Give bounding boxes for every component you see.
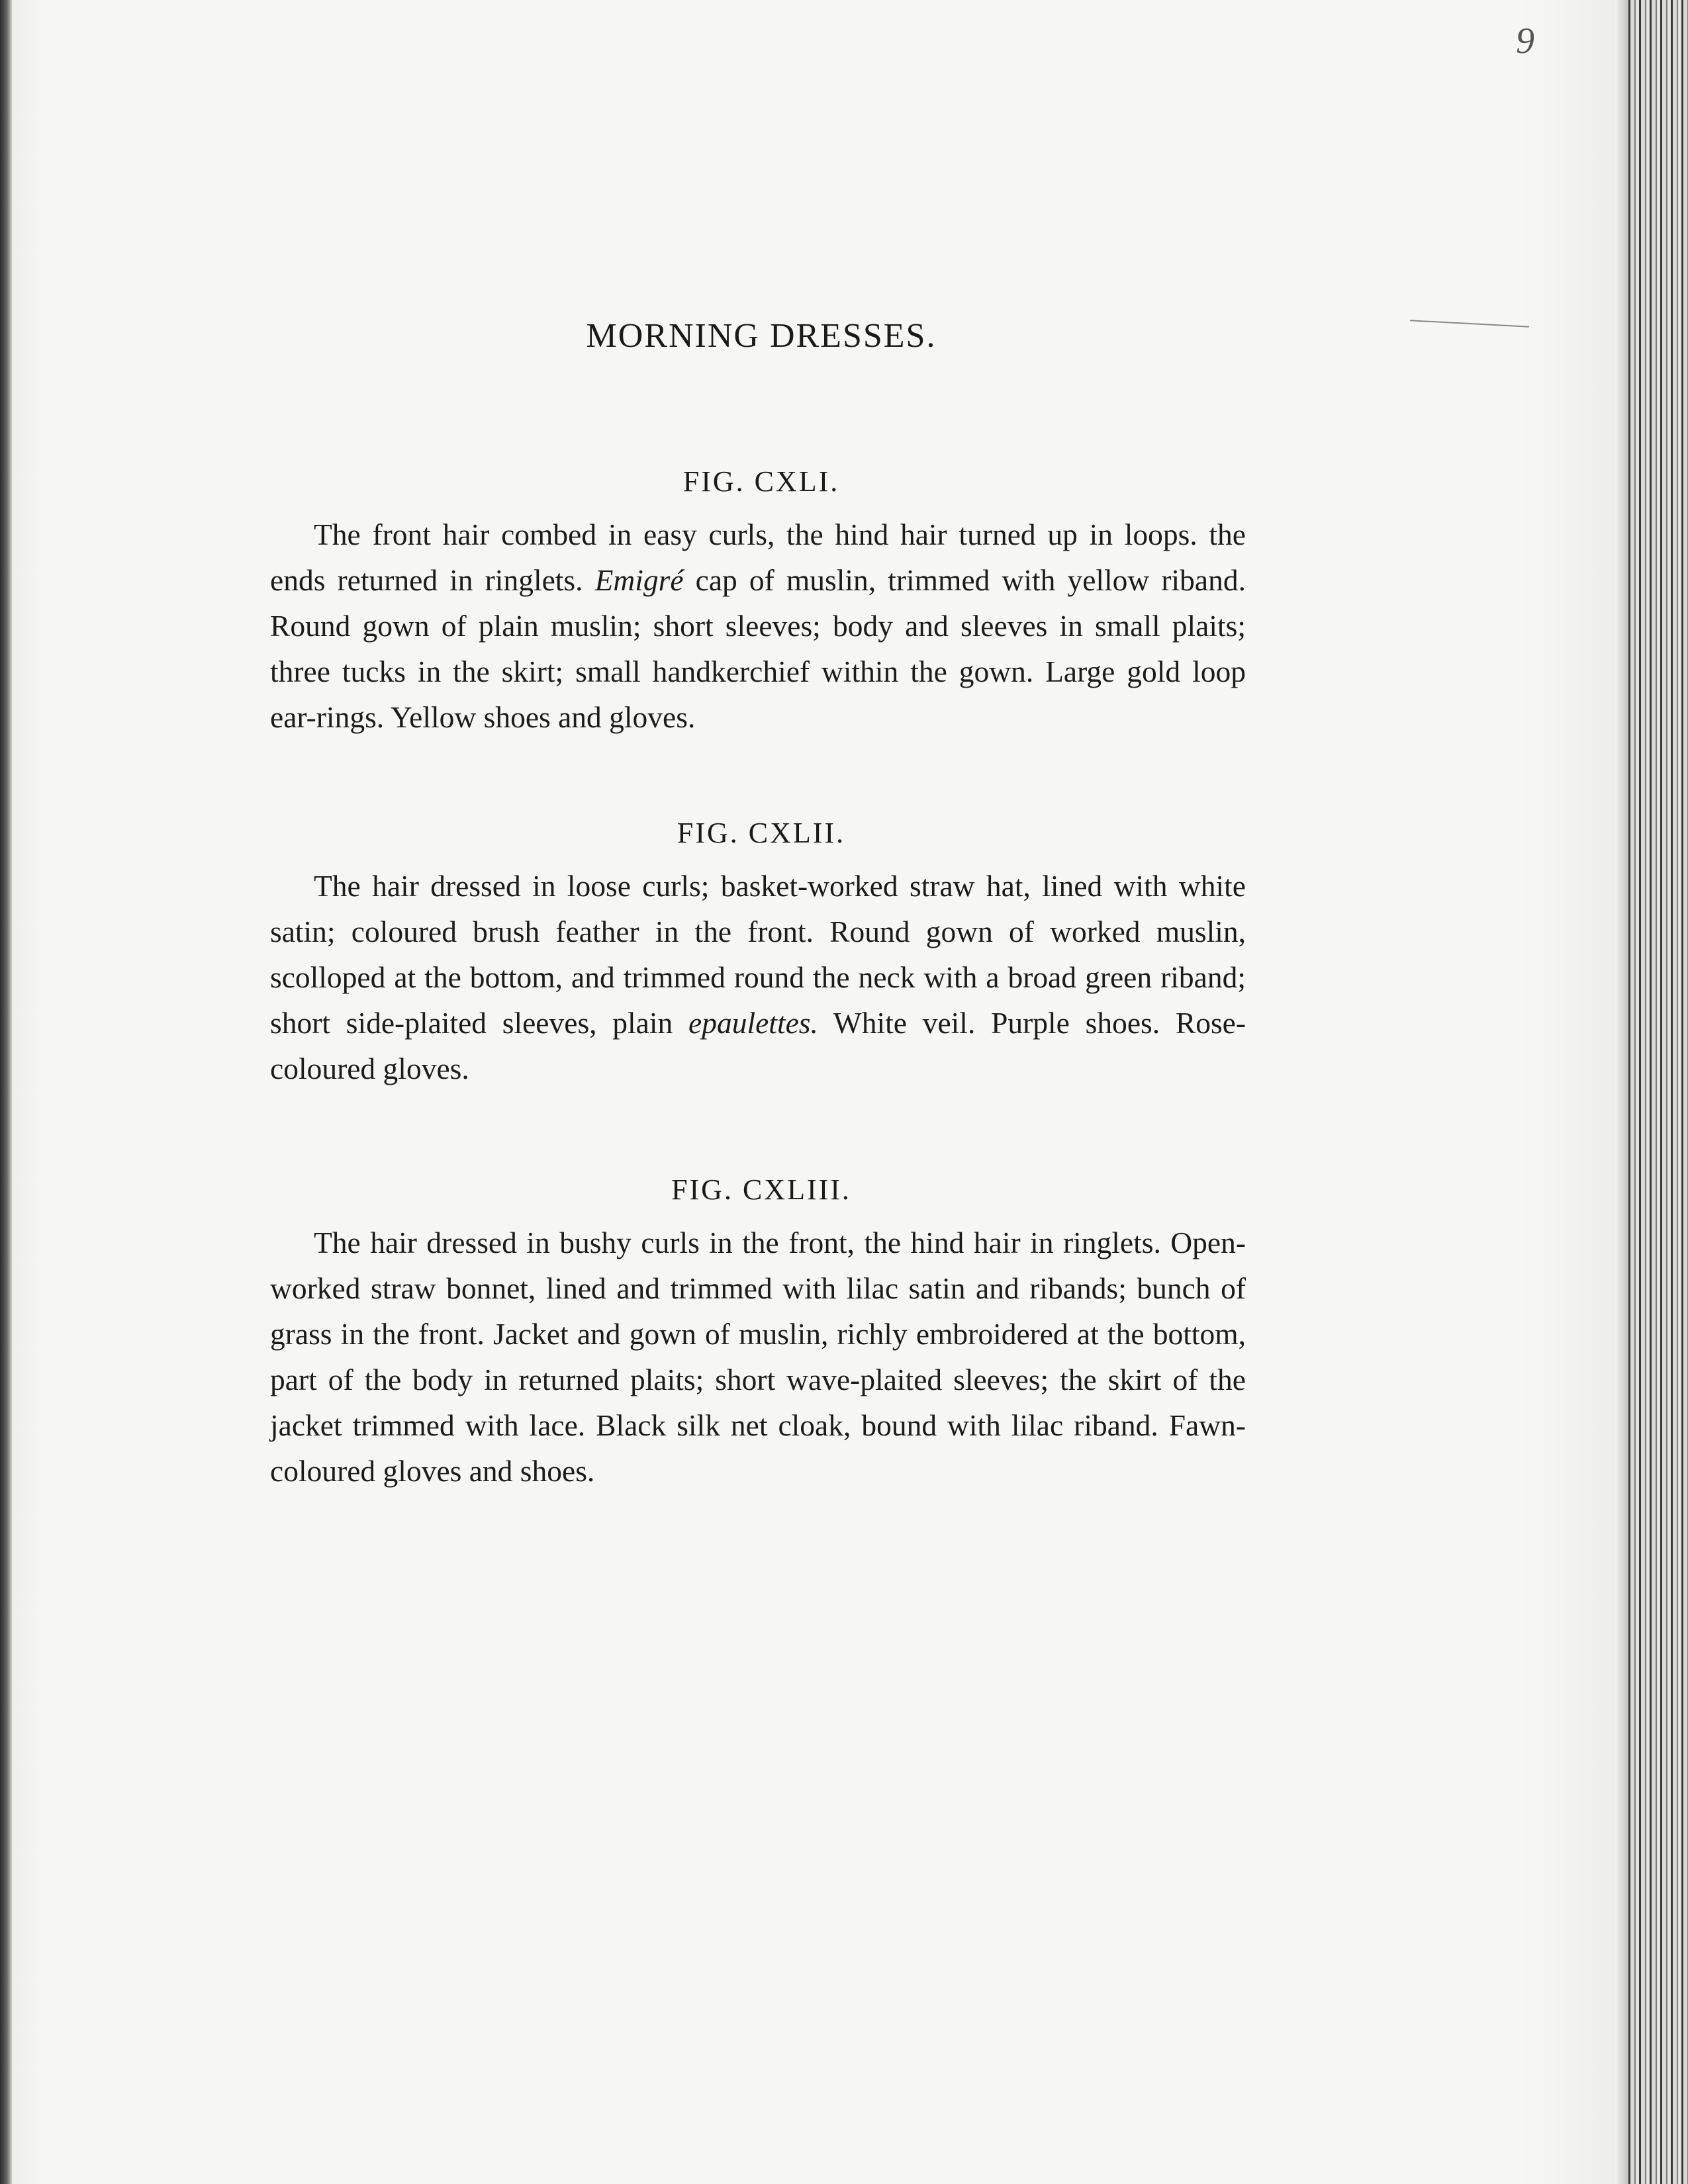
page-title: MORNING DRESSES. [586,317,937,355]
text-run: The hair dressed in loose curls; basket-worked straw hat, lined with white satin; coloured brush feather in the front. Round gown of worked muslin, scolloped at the bottom, and trimmed round the neck with a broad green riband; short side-plaited sleeves, plain [270,869,1246,1040]
section-heading-fig-cxliii: FIG. CXLIII. [671,1173,851,1206]
section-heading-fig-cxlii: FIG. CXLII. [677,817,846,849]
italic-term: epaulettes. [688,1006,818,1040]
section-text-fig-cxliii [270,1220,1246,1494]
section-heading-fig-cxli: FIG. CXLI. [682,465,840,498]
italic-term: Emigré [594,563,684,597]
page-number: 9 [1516,21,1534,62]
text-run: White veil. Purple shoes. Rose-coloured gloves. [270,1006,1246,1085]
text-run: cap of muslin, trimmed with yellow riband. Round gown of plain muslin; short sleeves; body and sleeves in small plaits; three tucks in the skirt; small handkerchief within the gown. Large gold loop ear-rings. Yellow shoes and gloves. [270,563,1246,734]
page-edge-shadow [1615,0,1630,2184]
section-text-fig-cxli [270,512,1246,740]
section-text-fig-cxlii [270,863,1246,1091]
page-stack-edge [1628,0,1688,2184]
text-run: The hair dressed in bushy curls in the front, the hind hair in ringlets. Open-worked straw bonnet, lined and trimmed with lilac satin and ribands; bunch of grass in the front. Jacket and gown of muslin, richly embroidered at the bottom, part of the body in returned plaits; short wave-plaited sleeves; the skirt of the jacket trimmed with lace. Black silk net cloak, bound with lilac riband. Fawn-coloured gloves and shoes. [270,1226,1246,1488]
text-run: The front hair combed in easy curls, the hind hair turned up in loops. the ends returned in ringlets. [270,518,1246,597]
